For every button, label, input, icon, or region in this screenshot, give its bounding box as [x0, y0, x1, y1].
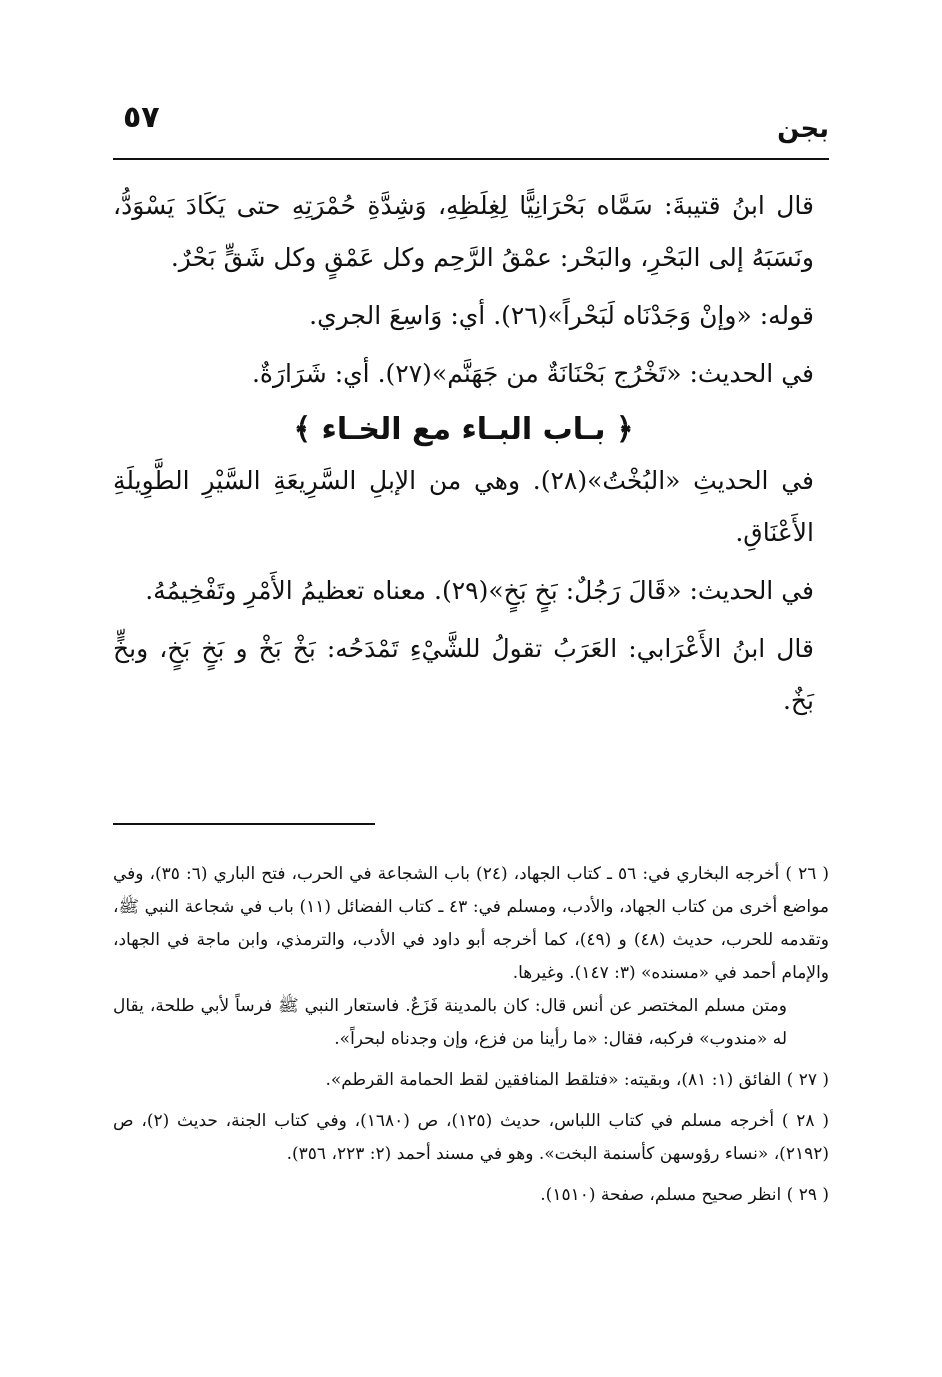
footnote-separator [113, 823, 375, 825]
footnote-number: ( ٢٧ ) [786, 1070, 829, 1090]
paragraph-ibn-arabi: قال ابنُ الأَعْرَابي: العَرَبُ تقولُ للشَّيْءِ تَمْدَحُه: بَخْ بَخْ و بَخٍ بَخٍ، وبخٍّ بَخٌ. [113, 634, 814, 715]
paragraph-hadith-bahnana: في الحديث: «تَخْرُج بَحْنَانَةٌ من جَهَنَّم»(٢٧). أي: شَرَارَةٌ. [251, 359, 814, 388]
running-head: بجن [777, 114, 829, 144]
footnote-text-continued: ومتن مسلم المختصر عن أنس قال: كان بالمدينة فَزَعٌ. فاستعار النبي ﷺ فرساً لأبي طلحة، يقال له «مندوب» فركبه، فقال: «ما رأينا من فزع، وإن وجدناه لبحراً». [113, 996, 787, 1049]
footnote [113, 1105, 829, 1171]
paragraph-hadith-bakh: في الحديث: «قَالَ رَجُلٌ: بَخٍ بَخٍ»(٢٩). معناه تعظيمُ الأَمْرِ وتَفْخِيمُهُ. [145, 576, 814, 605]
main-text [113, 180, 814, 727]
paragraph-ibn-qutayba: قال ابنُ قتيبةَ: سَمَّاه بَحْرَانِيًّا لِغِلَظِهِ، وَشِدَّةِ حُمْرَتِهِ حتى يَكَادَ يَسْوَدُّ، ونَسَبَهُ إلى البَحْرِ، والبَحْر: عمْقُ الرَّحِم وكل عَمْقٍ وكل شَقٍّ بَحْرٌ. [113, 191, 814, 272]
footnote [113, 1064, 829, 1097]
footnote-number: ( ٢٩ ) [786, 1185, 829, 1205]
footnote-text: الفائق (١: ٨١)، وبقيته: «فتلقط المنافقين لقط الحمامة القرطم». [325, 1070, 782, 1090]
footnote-text: أخرجه البخاري في: ٥٦ ـ كتاب الجهاد، (٢٤) باب الشجاعة في الحرب، فتح الباري (٦: ٣٥)، وفي مواضع أخرى من كتاب الجهاد، والأدب، ومسلم في: ٤٣ ـ كتاب الفضائل (١١) باب في شجاعة النبي ﷺ، وتقدمه للحرب، حديث (٤٨) و (٤٩)، كما أخرجه أبو داود في الأدب، والترمذي، وابن ماجة في الجهاد، والإمام أحمد في «مسنده» (٣: ١٤٧). وغيرها. [113, 864, 829, 983]
footnote [113, 858, 829, 1056]
paragraph-qawluhu: قوله: «وإنْ وَجَدْنَاه لَبَحْراً»(٢٦). أي: وَاسِعَ الجري. [309, 301, 814, 330]
page-header [113, 100, 829, 160]
footnote-number: ( ٢٦ ) [785, 864, 829, 884]
footnote [113, 1179, 829, 1212]
footnote-number: ( ٢٨ ) [781, 1111, 829, 1131]
paragraph-hadith-bukht: في الحديثِ «البُخْتُ»(٢٨). وهي من الإبلِ السَّرِيعَةِ السَّيْرِ الطَّوِيلَةِ الأَعْنَاقِ. [113, 466, 814, 547]
footnote-text: انظر صحيح مسلم، صفحة (١٥١٠). [540, 1185, 782, 1205]
page-number: ٥٧ [123, 100, 160, 135]
footnotes [113, 858, 829, 1220]
section-heading: ﴿ بـاب البـاء مع الخـاء ﴾ [293, 412, 634, 447]
footnote-text: أخرجه مسلم في كتاب اللباس، حديث (١٢٥)، ص (١٦٨٠)، وفي كتاب الجنة، حديث (٢)، ص (٢١٩٢)، «نساء رؤوسهن كأسنمة البخت». وهو في مسند أحمد (٢: ٢٢٣، ٣٥٦). [113, 1111, 829, 1164]
